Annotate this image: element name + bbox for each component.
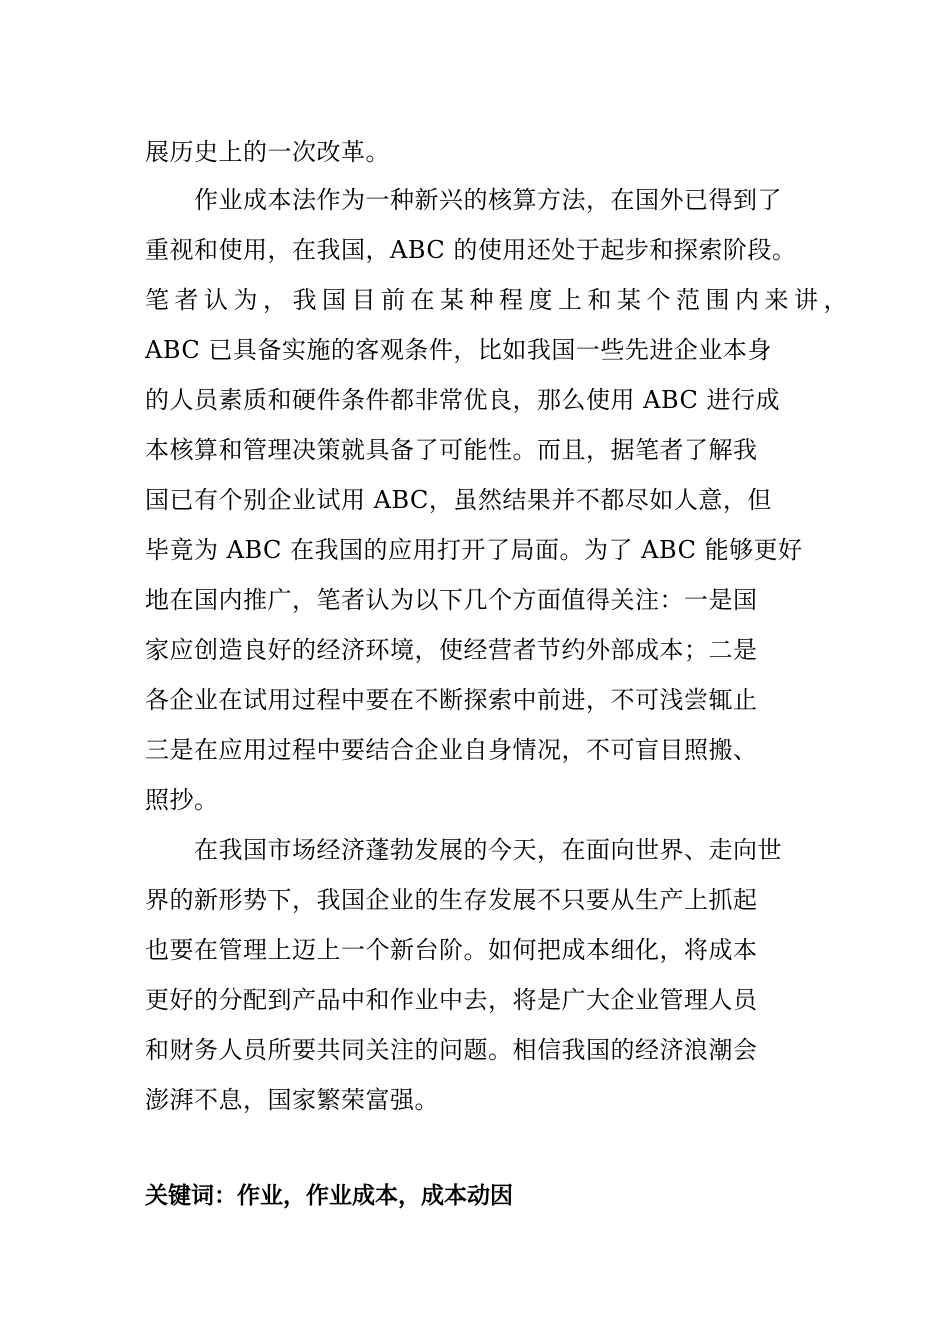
text-line: 国已有个别企业试用 ABC，虽然结果并不都尽如人意，但: [145, 486, 772, 514]
text-line: 也要在管理上迈上一个新台阶。如何把成本细化，将成本: [145, 936, 758, 964]
text-line: 展历史上的一次改革。: [145, 138, 390, 166]
text-line: 家应创造良好的经济环境，使经营者节约外部成本；二是: [145, 636, 758, 664]
text-line: 重视和使用，在我国，ABC 的使用还处于起步和探索阶段。: [145, 236, 797, 264]
text-line: 作业成本法作为一种新兴的核算方法，在国外已得到了: [145, 186, 782, 214]
text-line: 和财务人员所要共同关注的问题。相信我国的经济浪潮会: [145, 1036, 758, 1064]
text-line: 的人员素质和硬件条件都非常优良，那么使用 ABC 进行成: [145, 386, 781, 414]
keywords-line: 关键词：作业，作业成本，成本动因: [145, 1183, 513, 1209]
text-line: ABC 已具备实施的客观条件，比如我国一些先进企业本身: [145, 336, 772, 364]
text-line: 地在国内推广，笔者认为以下几个方面值得关注：一是国: [145, 586, 758, 614]
text-line: 照抄。: [145, 786, 219, 814]
text-line: 笔者认为，我国目前在某种程度上和某个范围内来讲，: [145, 286, 853, 314]
text-line: 更好的分配到产品中和作业中去，将是广大企业管理人员: [145, 986, 758, 1014]
text-line: 毕竟为 ABC 在我国的应用打开了局面。为了 ABC 能够更好: [145, 536, 803, 564]
text-line: 各企业在试用过程中要在不断探索中前进，不可浅尝辄止: [145, 686, 758, 714]
text-line: 澎湃不息，国家繁荣富强。: [145, 1086, 439, 1114]
text-line: 在我国市场经济蓬勃发展的今天，在面向世界、走向世: [145, 836, 782, 864]
text-line: 界的新形势下，我国企业的生存发展不只要从生产上抓起: [145, 886, 758, 914]
text-line: 本核算和管理决策就具备了可能性。而且，据笔者了解我: [145, 436, 758, 464]
text-line: 三是在应用过程中要结合企业自身情况，不可盲目照搬、: [145, 736, 758, 764]
